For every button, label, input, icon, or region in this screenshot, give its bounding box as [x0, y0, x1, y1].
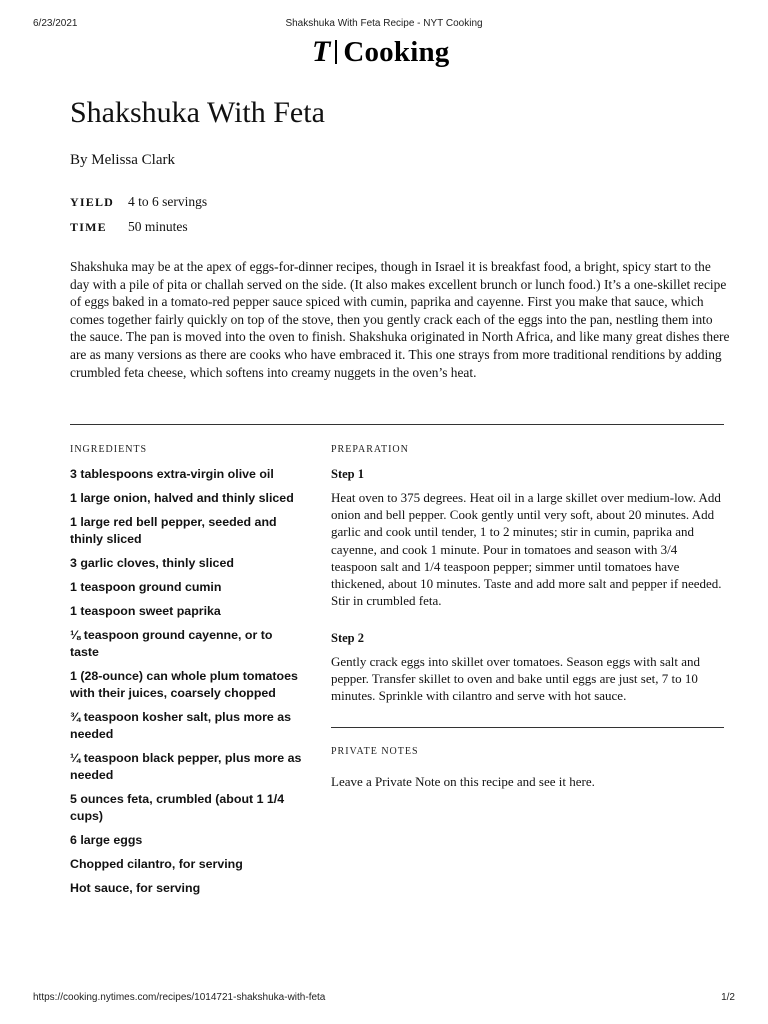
- step-2-label: Step 2: [331, 631, 364, 645]
- ingredient-item: Hot sauce, for serving: [70, 881, 201, 895]
- time-row: [70, 219, 188, 239]
- recipe-intro: Shakshuka may be at the apex of eggs-for-dinner recipes, though in Israel it is breakfast food, a bright, spicy start to the day with a pile of pita or challah served on the side. (It also makes excellent brunch or lunch food.) It’s a one-skillet recipe of eggs baked in a tomato-red pepper sauce spiced with cumin, paprika and cayenne. First you make that sauce, which comes together fairly quickly on top of the stove, then you gently crack each of the eggs into the pan, nestling them into the sauce. The pan is moved into the oven to finish. Shakshuka originated in North Africa, and like many great dishes there are as many versions as there are cooks who have embraced it. This one strays from more traditional renditions by adding crumbled feta cheese, which softens into creamy nuggets in the oven’s heat.: [70, 259, 730, 380]
- yield-label: YIELD: [70, 195, 115, 209]
- step-1-text: Heat oven to 375 degrees. Heat oil in a large skillet over medium-low. Add onion and bell pepper. Cook gently until very soft, about 20 minutes. Add garlic and cook until tender, 1 to 2 minutes; stir in cumin, paprika and cayenne, and cook 1 minute. Pour in tomatoes and season with 3/4 teaspoon salt and 1/4 teaspoon pepper; simmer until tomatoes have thickened, about 10 minutes. Taste and add more salt and pepper if needed. Stir in crumbled feta.: [331, 490, 722, 609]
- yield-value: 4 to 6 servings: [128, 194, 208, 209]
- ingredient-item: ¼ teaspoon black pepper, plus more as needed: [70, 751, 302, 782]
- print-url: https://cooking.nytimes.com/recipes/1014721-shakshuka-with-feta: [33, 992, 326, 1003]
- print-date: 6/23/2021: [33, 18, 78, 29]
- yield-row: [70, 194, 207, 214]
- ingredient-item: 3 tablespoons extra-virgin olive oil: [70, 467, 274, 481]
- notes-divider: [331, 727, 724, 728]
- recipe-byline: By Melissa Clark: [70, 152, 175, 168]
- nyt-t-logo-icon: T: [312, 35, 331, 68]
- preparation-heading: PREPARATION: [331, 444, 409, 455]
- time-label: TIME: [70, 220, 107, 234]
- section-divider: [70, 424, 724, 425]
- ingredients-list: [70, 466, 302, 904]
- ingredient-item: 1 large red bell pepper, seeded and thinly sliced: [70, 515, 277, 546]
- logo-wordmark: Cooking: [343, 36, 450, 68]
- print-page-number: 1/2: [721, 992, 735, 1003]
- ingredient-item: Chopped cilantro, for serving: [70, 857, 243, 871]
- ingredient-item: 6 large eggs: [70, 833, 143, 847]
- ingredient-item: 3 garlic cloves, thinly sliced: [70, 556, 234, 570]
- step-2-text: Gently crack eggs into skillet over tomatoes. Season eggs with salt and pepper. Transfer skillet to oven and bake until eggs are just set, 7 to 10 minutes. Sprinkle with cilantro and serve with hot sauce.: [331, 654, 700, 704]
- ingredient-item: 1 large onion, halved and thinly sliced: [70, 491, 294, 505]
- private-note-link[interactable]: Leave a Private Note on this recipe and see it here.: [331, 774, 595, 789]
- print-page-title: Shakshuka With Feta Recipe - NYT Cooking: [285, 18, 483, 29]
- ingredient-item: ¾ teaspoon kosher salt, plus more as needed: [70, 710, 292, 741]
- ingredient-item: 5 ounces feta, crumbled (about 1 1/4 cups): [70, 792, 285, 823]
- ingredients-heading: INGREDIENTS: [70, 444, 148, 455]
- nyt-cooking-logo[interactable]: [312, 34, 450, 70]
- ingredient-item: ⅛ teaspoon ground cayenne, or to taste: [70, 628, 273, 659]
- ingredient-item: 1 teaspoon sweet paprika: [70, 604, 221, 618]
- ingredient-item: 1 teaspoon ground cumin: [70, 580, 222, 594]
- step-1-label: Step 1: [331, 467, 364, 481]
- logo-divider: [335, 40, 337, 64]
- private-notes-heading: PRIVATE NOTES: [331, 746, 419, 757]
- recipe-title: Shakshuka With Feta: [70, 96, 325, 129]
- time-value: 50 minutes: [128, 219, 188, 234]
- ingredient-item: 1 (28-ounce) can whole plum tomatoes with their juices, coarsely chopped: [70, 669, 298, 700]
